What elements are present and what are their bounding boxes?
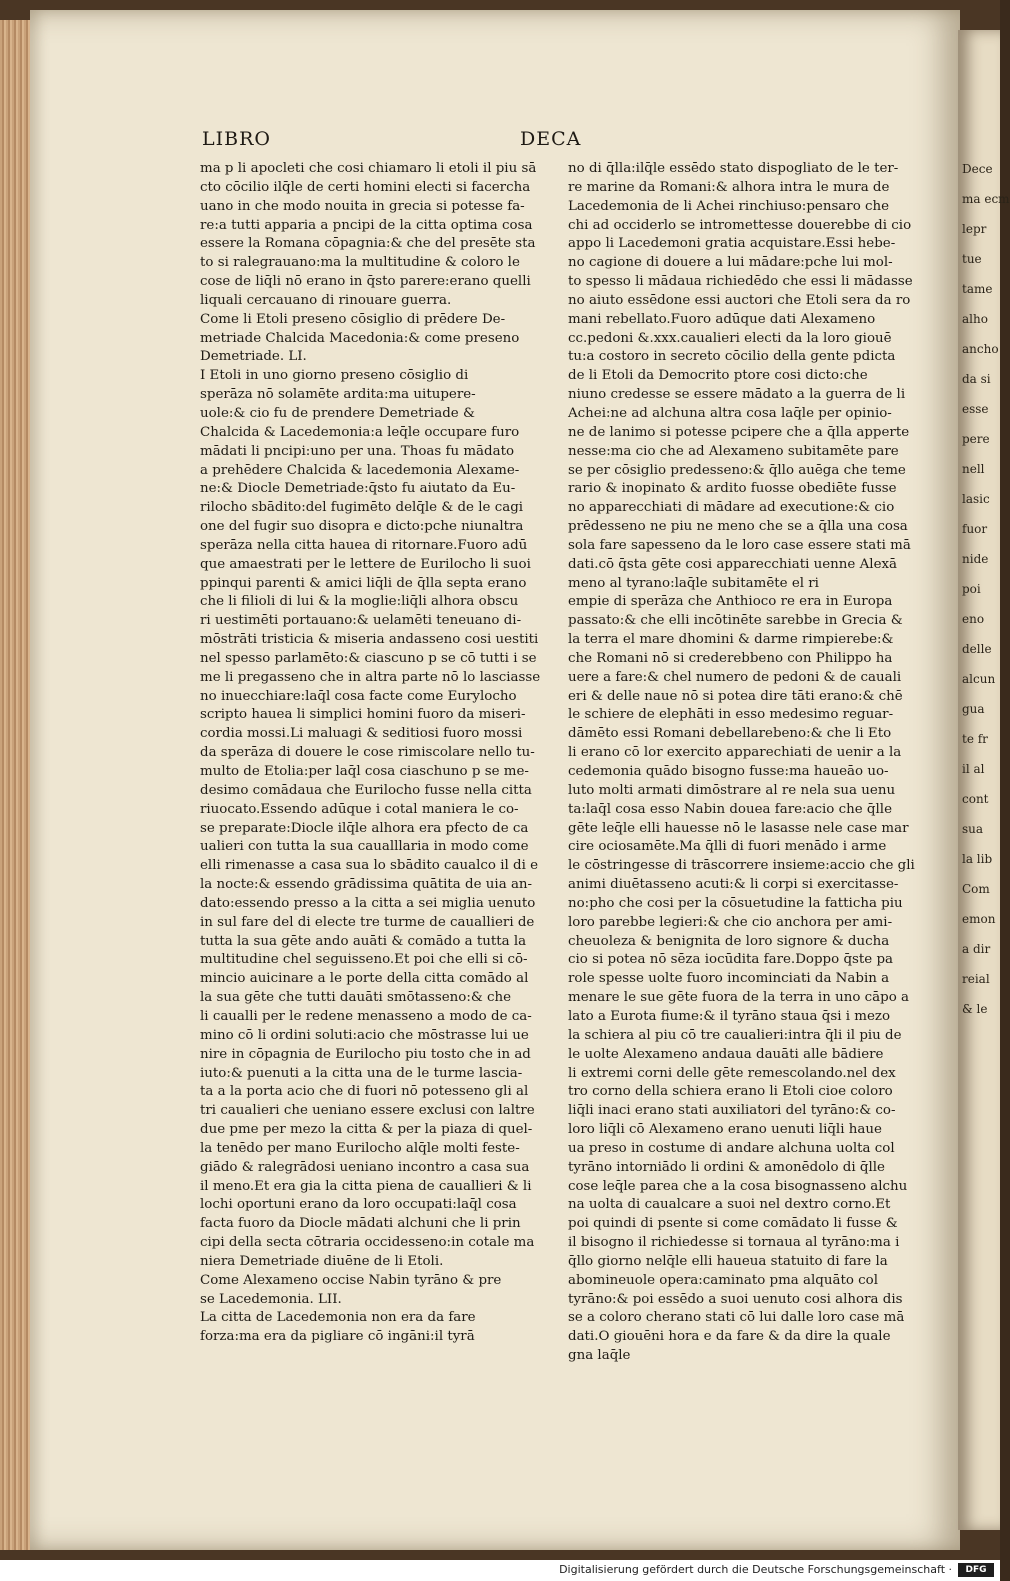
text-line: mōstrāti tristicia & miseria andasseno cosi uestiti — [200, 632, 539, 648]
text-line: ua preso in costume di andare alchuna uolta col — [568, 1140, 895, 1156]
text-line: gēte leq̄le elli hauesse nō le lasasse nele case mar — [568, 820, 909, 836]
text-line: ta a la porta acio che di fuori nō potesseno gli al — [200, 1084, 529, 1100]
text-line: a prehēdere Chalcida & lacedemonia Alexame- — [200, 462, 520, 478]
text-line: le schiere de elephāti in esso medesimo reguar- — [568, 707, 894, 723]
text-line: ne de lanimo si potesse pcipere che a q̄lla apperte — [568, 424, 910, 440]
text-line: cose de liq̄li nō erano in q̄sto parere:erano quelli — [200, 274, 531, 290]
text-line: de li Etoli da Democrito ptore cosi dicto:che — [568, 368, 868, 384]
facing-page-fragment: eno — [962, 612, 985, 626]
text-line: luto molti armati dimōstrare al re nela sua uenu — [568, 782, 896, 798]
text-line: que amaestrati per le lettere de Eurilocho li suoi — [200, 556, 531, 572]
text-line: rario & inopinato & ardito fuosse obediēte fusse — [568, 481, 897, 497]
facing-page-fragment: da si — [962, 372, 991, 386]
text-line: nire in cōpagnia de Eurilocho piu tosto che in ad — [200, 1046, 531, 1062]
text-line: la schiera al piu cō tre caualieri:intra q̄li il piu de — [568, 1027, 902, 1043]
running-header-left: LIBRO — [202, 128, 271, 150]
text-line: tyrāno intorniādo li ordini & amonēdolo di q̄lle — [568, 1159, 885, 1175]
text-line: le cōstringesse di trāscorrere insieme:accio che gli — [568, 858, 915, 874]
facing-page-fragment: te fr — [962, 732, 988, 746]
text-line: il meno.Et era gia la citta piena de cauallieri & li — [200, 1178, 532, 1194]
text-line: no di q̄lla:ilq̄le essēdo stato dispogliato de le ter- — [568, 161, 899, 176]
text-line: elli rimenasse a casa sua lo sbādito caualco il di e — [200, 858, 539, 874]
text-line: ualieri con tutta la sua caualllaria in modo come — [200, 839, 529, 855]
facing-page-fragment: gua — [962, 702, 985, 716]
text-line: tyrāno:& poi essēdo a suoi uenuto cosi alhora dis — [568, 1291, 903, 1307]
text-line: Come Alexameno occise Nabin tyrāno & pre — [200, 1272, 502, 1288]
text-line: one del fugir suo disopra e dicto:pche niunaltra — [200, 519, 524, 535]
facing-page-fragment: cont — [962, 792, 989, 806]
text-line: q̄llo giorno nelq̄le elli haueua statuito di fare la — [568, 1253, 888, 1269]
facing-page-fragment: lasic — [962, 492, 990, 506]
text-line: multo de Etolia:per laq̄l cosa ciaschuno p se me- — [200, 764, 529, 779]
text-line: mani rebellato.Fuoro adūque dati Alexameno — [568, 311, 876, 327]
facing-page-fragment: tue — [962, 252, 982, 266]
text-line: in sul fare del di electe tre turme de cauallieri de — [200, 914, 535, 930]
text-line: forza:ma era da pigliare cō ingāni:il tyrā — [200, 1329, 475, 1345]
text-line: cio si potea nō sēza iocūdita fare.Doppo q̄ste pa — [568, 952, 894, 968]
text-line: se per cōsiglio predesseno:& q̄llo auēga che teme — [568, 462, 906, 478]
text-line: ta:laq̄l cosa esso Nabin douea fare:acio che q̄lle — [568, 801, 892, 817]
text-line: Demetriade. LI. — [200, 349, 307, 365]
facing-page-fragment: nell — [962, 462, 985, 476]
text-line: prēdesseno ne piu ne meno che se a q̄lla una cosa — [568, 519, 908, 535]
text-line: se a coloro cherano stati cō lui dalle loro case mā — [568, 1310, 905, 1326]
facing-page-fragment: esse — [962, 402, 989, 416]
text-line: re:a tutti apparia a pncipi de la citta optima cosa — [200, 217, 533, 233]
text-line: dāmēto essi Romani debellarebeno:& che li Eto — [568, 726, 892, 742]
text-column-left — [200, 160, 560, 1347]
facing-page-fragment: & le — [962, 1002, 988, 1016]
text-line: le uolte Alexameno andaua dauāti alle bādiere — [568, 1046, 884, 1062]
text-line: tro corno della schiera erano li Etoli cioe coloro — [568, 1084, 893, 1100]
facing-page-fragment: ma ecm — [962, 192, 1010, 206]
text-line: no aiuto essēdone essi auctori che Etoli sera da ro — [568, 292, 911, 308]
facing-page-fragment: poi — [962, 582, 981, 596]
text-line: rilocho sbādito:del fugimēto delq̄le & de le cagi — [200, 500, 524, 516]
text-line: dato:essendo presso a la citta a sei miglia uenuto — [200, 895, 536, 911]
text-line: essere la Romana cōpagnia:& che del presēte sta — [200, 236, 536, 252]
text-line: to spesso li mādaua richiedēdo che essi li mādasse — [568, 274, 913, 290]
text-line: lochi oportuni erano da loro occupati:laq̄l cosa — [200, 1197, 517, 1213]
facing-page-edge — [958, 30, 1010, 1530]
text-line: da sperāza di douere le cose rimiscolare nello tu- — [200, 745, 535, 761]
text-line: poi quindi di psente si come comādato li fusse & — [568, 1216, 898, 1232]
text-line: uano in che modo nouita in grecia si potesse fa- — [200, 198, 525, 214]
facing-page-fragment: Com — [962, 882, 990, 896]
text-line: sperāza nō solamēte ardita:ma uitupere- — [200, 387, 476, 403]
text-line: la sua gēte che tutti dauāti smōtasseno:& che — [200, 990, 512, 1006]
text-line: ma p li apocleti che cosi chiamaro li etoli il piu sā — [200, 161, 537, 176]
text-line: Lacedemonia de li Achei rinchiuso:pensaro che — [568, 198, 890, 214]
text-line: due pme per mezo la citta & per la piaza di quel- — [200, 1122, 533, 1138]
text-line: animi diuētasseno acuti:& li corpi si exercitasse- — [568, 877, 899, 893]
text-line: la nocte:& essendo grādissima quātita de uia an- — [200, 877, 533, 893]
text-line: liquali cercauano di rinouare guerra. — [200, 292, 452, 308]
text-line: re marine da Romani:& alhora intra le mura de — [568, 179, 890, 195]
facing-page-fragment: sua — [962, 822, 984, 836]
text-line: no:pho che cosi per la cōsuetudine la fatticha piu — [568, 895, 903, 911]
text-line: Achei:ne ad alchuna altra cosa laq̄le per opinio- — [568, 405, 892, 421]
text-line: che li filioli di lui & la moglie:liq̄li alhora obscu — [200, 594, 519, 610]
text-line: ppinqui parenti & amici liq̄li de q̄lla septa erano — [200, 575, 527, 591]
text-line: role spesse uolte fuoro incominciati da Nabin a — [568, 971, 890, 987]
text-line: meno al tyrano:laq̄le subitamēte el ri — [568, 575, 819, 591]
text-line: se preparate:Diocle ilq̄le alhora era pfecto de ca — [200, 820, 529, 836]
facing-page-fragment: emon — [962, 912, 996, 926]
text-line: cedemonia quādo bisogno fusse:ma haueāo uo- — [568, 764, 889, 779]
text-line: eri & delle naue nō si potea dire tāti erano:& chē — [568, 688, 903, 704]
text-line: I Etoli in uno giorno preseno cōsiglio di — [200, 368, 469, 384]
text-line: sola fare sapesseno da le loro case essere stati mā — [568, 537, 911, 553]
text-line: niera Demetriade diuēne de li Etoli. — [200, 1253, 444, 1269]
book-page-edges — [0, 20, 34, 1550]
text-line: tri caualieri che ueniano essere exclusi con laltre — [200, 1103, 535, 1119]
text-line: Chalcida & Lacedemonia:a leq̄le occupare furo — [200, 424, 520, 440]
text-line: no apparecchiati di mādare ad executione:& cio — [568, 500, 895, 516]
text-line: la tenēdo per mano Eurilocho alq̄le molti feste- — [200, 1140, 520, 1156]
text-line: liq̄li inaci erano stati auxiliatori del tyrāno:& co- — [568, 1103, 896, 1119]
text-line: passato:& che elli incōtinēte sarebbe in Grecia & — [568, 613, 903, 629]
text-line: che Romani nō si crederebbeno con Philippo ha — [568, 650, 893, 666]
facing-page-fragment: la lib — [962, 852, 993, 866]
facing-page-fragment: nide — [962, 552, 989, 566]
text-line: cheuoleza & benignita de loro signore & ducha — [568, 933, 890, 949]
text-line: mino cō li ordini soluti:acio che mōstrasse lui ue — [200, 1027, 529, 1043]
text-line: cose leq̄le parea che a la cosa bisognasseno alchu — [568, 1178, 908, 1194]
text-line: ne:& Diocle Demetriade:q̄sto fu aiutato da Eu- — [200, 481, 516, 497]
text-line: desimo comādaua che Eurilocho fusse nella citta — [200, 782, 532, 798]
facing-page-fragment: pere — [962, 432, 990, 446]
text-line: li erano cō lor exercito apparechiati de uenir a la — [568, 745, 902, 761]
text-line: riuocato.Essendo adūque i cotal maniera le co- — [200, 801, 519, 817]
text-line: uole:& cio fu de prendere Demetriade & — [200, 405, 475, 421]
text-line: no cagione di douere a lui mādare:pche lui mol- — [568, 255, 893, 271]
text-line: to si ralegrauano:ma la multitudine & coloro le — [200, 255, 520, 271]
text-line: La citta de Lacedemonia non era da fare — [200, 1310, 476, 1326]
text-line: sperāza nella citta hauea di ritornare.Fuoro adū — [200, 537, 528, 553]
facing-page-fragment: il al — [962, 762, 985, 776]
text-line: uere a fare:& chel numero de pedoni & de cauali — [568, 669, 902, 685]
text-line: iuto:& puenuti a la citta una de le turme lascia- — [200, 1065, 523, 1081]
text-line: metriade Chalcida Macedonia:& come preseno — [200, 330, 520, 346]
digitization-footer — [0, 1560, 1000, 1581]
footer-credit: Digitalisierung gefördert durch die Deutsche Forschungsgemeinschaft · — [559, 1563, 952, 1576]
facing-page-fragment: ancho — [962, 342, 999, 356]
text-line: gna laq̄le — [568, 1348, 631, 1364]
facing-page-fragment: reial — [962, 972, 990, 986]
text-line: cto cōcilio ilq̄le de certi homini electi si facercha — [200, 179, 531, 195]
text-line: dati.cō q̄sta gēte cosi apparecchiati uenne Alexā — [568, 556, 898, 572]
text-line: cipi della secta cōtraria occidesseno:in cotale ma — [200, 1235, 535, 1251]
text-line: li caualli per le redene menasseno a modo de ca- — [200, 1008, 532, 1024]
text-line: multitudine chel seguisseno.Et poi che elli si cō- — [200, 952, 528, 968]
text-line: chi ad occiderlo se intromettesse douerebbe di cio — [568, 217, 912, 233]
text-line: mincio auicinare a le porte della citta comādo al — [200, 971, 529, 987]
text-line: abomineuole opera:caminato pma alquāto col — [568, 1272, 879, 1288]
text-line: cc.pedoni &.xxx.caualieri electi da la loro giouē — [568, 330, 892, 346]
text-line: giādo & ralegrādosi ueniano incontro a casa sua — [200, 1159, 530, 1175]
text-line: la terra el mare dhomini & darme rimpierebe:& — [568, 632, 894, 648]
text-line: li extremi corni delle gēte remescolando.nel dex — [568, 1065, 896, 1081]
text-line: facta fuoro da Diocle mādati alchuni che li prin — [200, 1216, 521, 1232]
facing-page-fragment: alho — [962, 312, 988, 326]
text-line: loro parebbe legieri:& che cio anchora per ami- — [568, 914, 893, 930]
text-line: dati.O giouēni hora e da fare & da dire la quale — [568, 1329, 891, 1345]
text-line: tutta la sua gēte ando auāti & comādo a tutta la — [200, 933, 527, 949]
text-line: ri uestimēti portauano:& uelamēti teneuano di- — [200, 613, 522, 629]
text-line: scripto hauea li simplici homini fuoro da miseri- — [200, 707, 526, 723]
facing-page-fragment: Dece — [962, 162, 993, 176]
text-line: Come li Etoli preseno cōsiglio di prēdere De- — [200, 311, 506, 327]
text-line: cire ociosamēte.Ma q̄lli di fuori menādo i arme — [568, 839, 887, 855]
text-line: nesse:ma cio che ad Alexameno subitamēte pare — [568, 443, 899, 459]
text-line: lato a Eurota fiume:& il tyrāno staua q̄si i mezo — [568, 1008, 891, 1024]
text-line: tu:a costoro in secreto cōcilio della gente pdicta — [568, 349, 896, 365]
text-line: niuno credesse se essere mādato a la guerra de li — [568, 387, 906, 403]
facing-page-fragment: tame — [962, 282, 993, 296]
text-line: loro liq̄li cō Alexameno erano uenuti liq̄li haue — [568, 1122, 882, 1138]
facing-page-fragment: alcun — [962, 672, 996, 686]
text-line: me li pregasseno che in altra parte nō lo lasciasse — [200, 669, 541, 685]
dfg-logo: DFG — [958, 1563, 994, 1577]
text-line: il bisogno il richiedesse si tornaua al tyrāno:ma i — [568, 1235, 900, 1251]
running-header-right: DECA — [520, 128, 582, 150]
text-column-right — [568, 160, 928, 1366]
facing-page-fragment: fuor — [962, 522, 988, 536]
text-line: mādati li pncipi:uno per una. Thoas fu mādato — [200, 443, 515, 459]
facing-page-fragment: delle — [962, 642, 992, 656]
facing-page-fragment: lepr — [962, 222, 987, 236]
text-line: nel spesso parlamēto:& ciascuno p se cō tutti i se — [200, 650, 537, 666]
text-line: no inuecchiare:laq̄l cosa facte come Eurylocho — [200, 688, 517, 704]
text-line: cordia mossi.Li maluagi & seditiosi fuoro mossi — [200, 726, 523, 742]
text-line: menare le sue gēte fuora de la terra in uno cāpo a — [568, 990, 910, 1006]
text-line: appo li Lacedemoni gratia acquistare.Essi hebe- — [568, 236, 896, 252]
text-line: na uolta di caualcare a suoi nel dextro corno.Et — [568, 1197, 891, 1213]
text-line: empie di sperāza che Anthioco re era in Europa — [568, 594, 893, 610]
text-line: se Lacedemonia. LII. — [200, 1291, 342, 1307]
facing-page-fragment: a dir — [962, 942, 991, 956]
